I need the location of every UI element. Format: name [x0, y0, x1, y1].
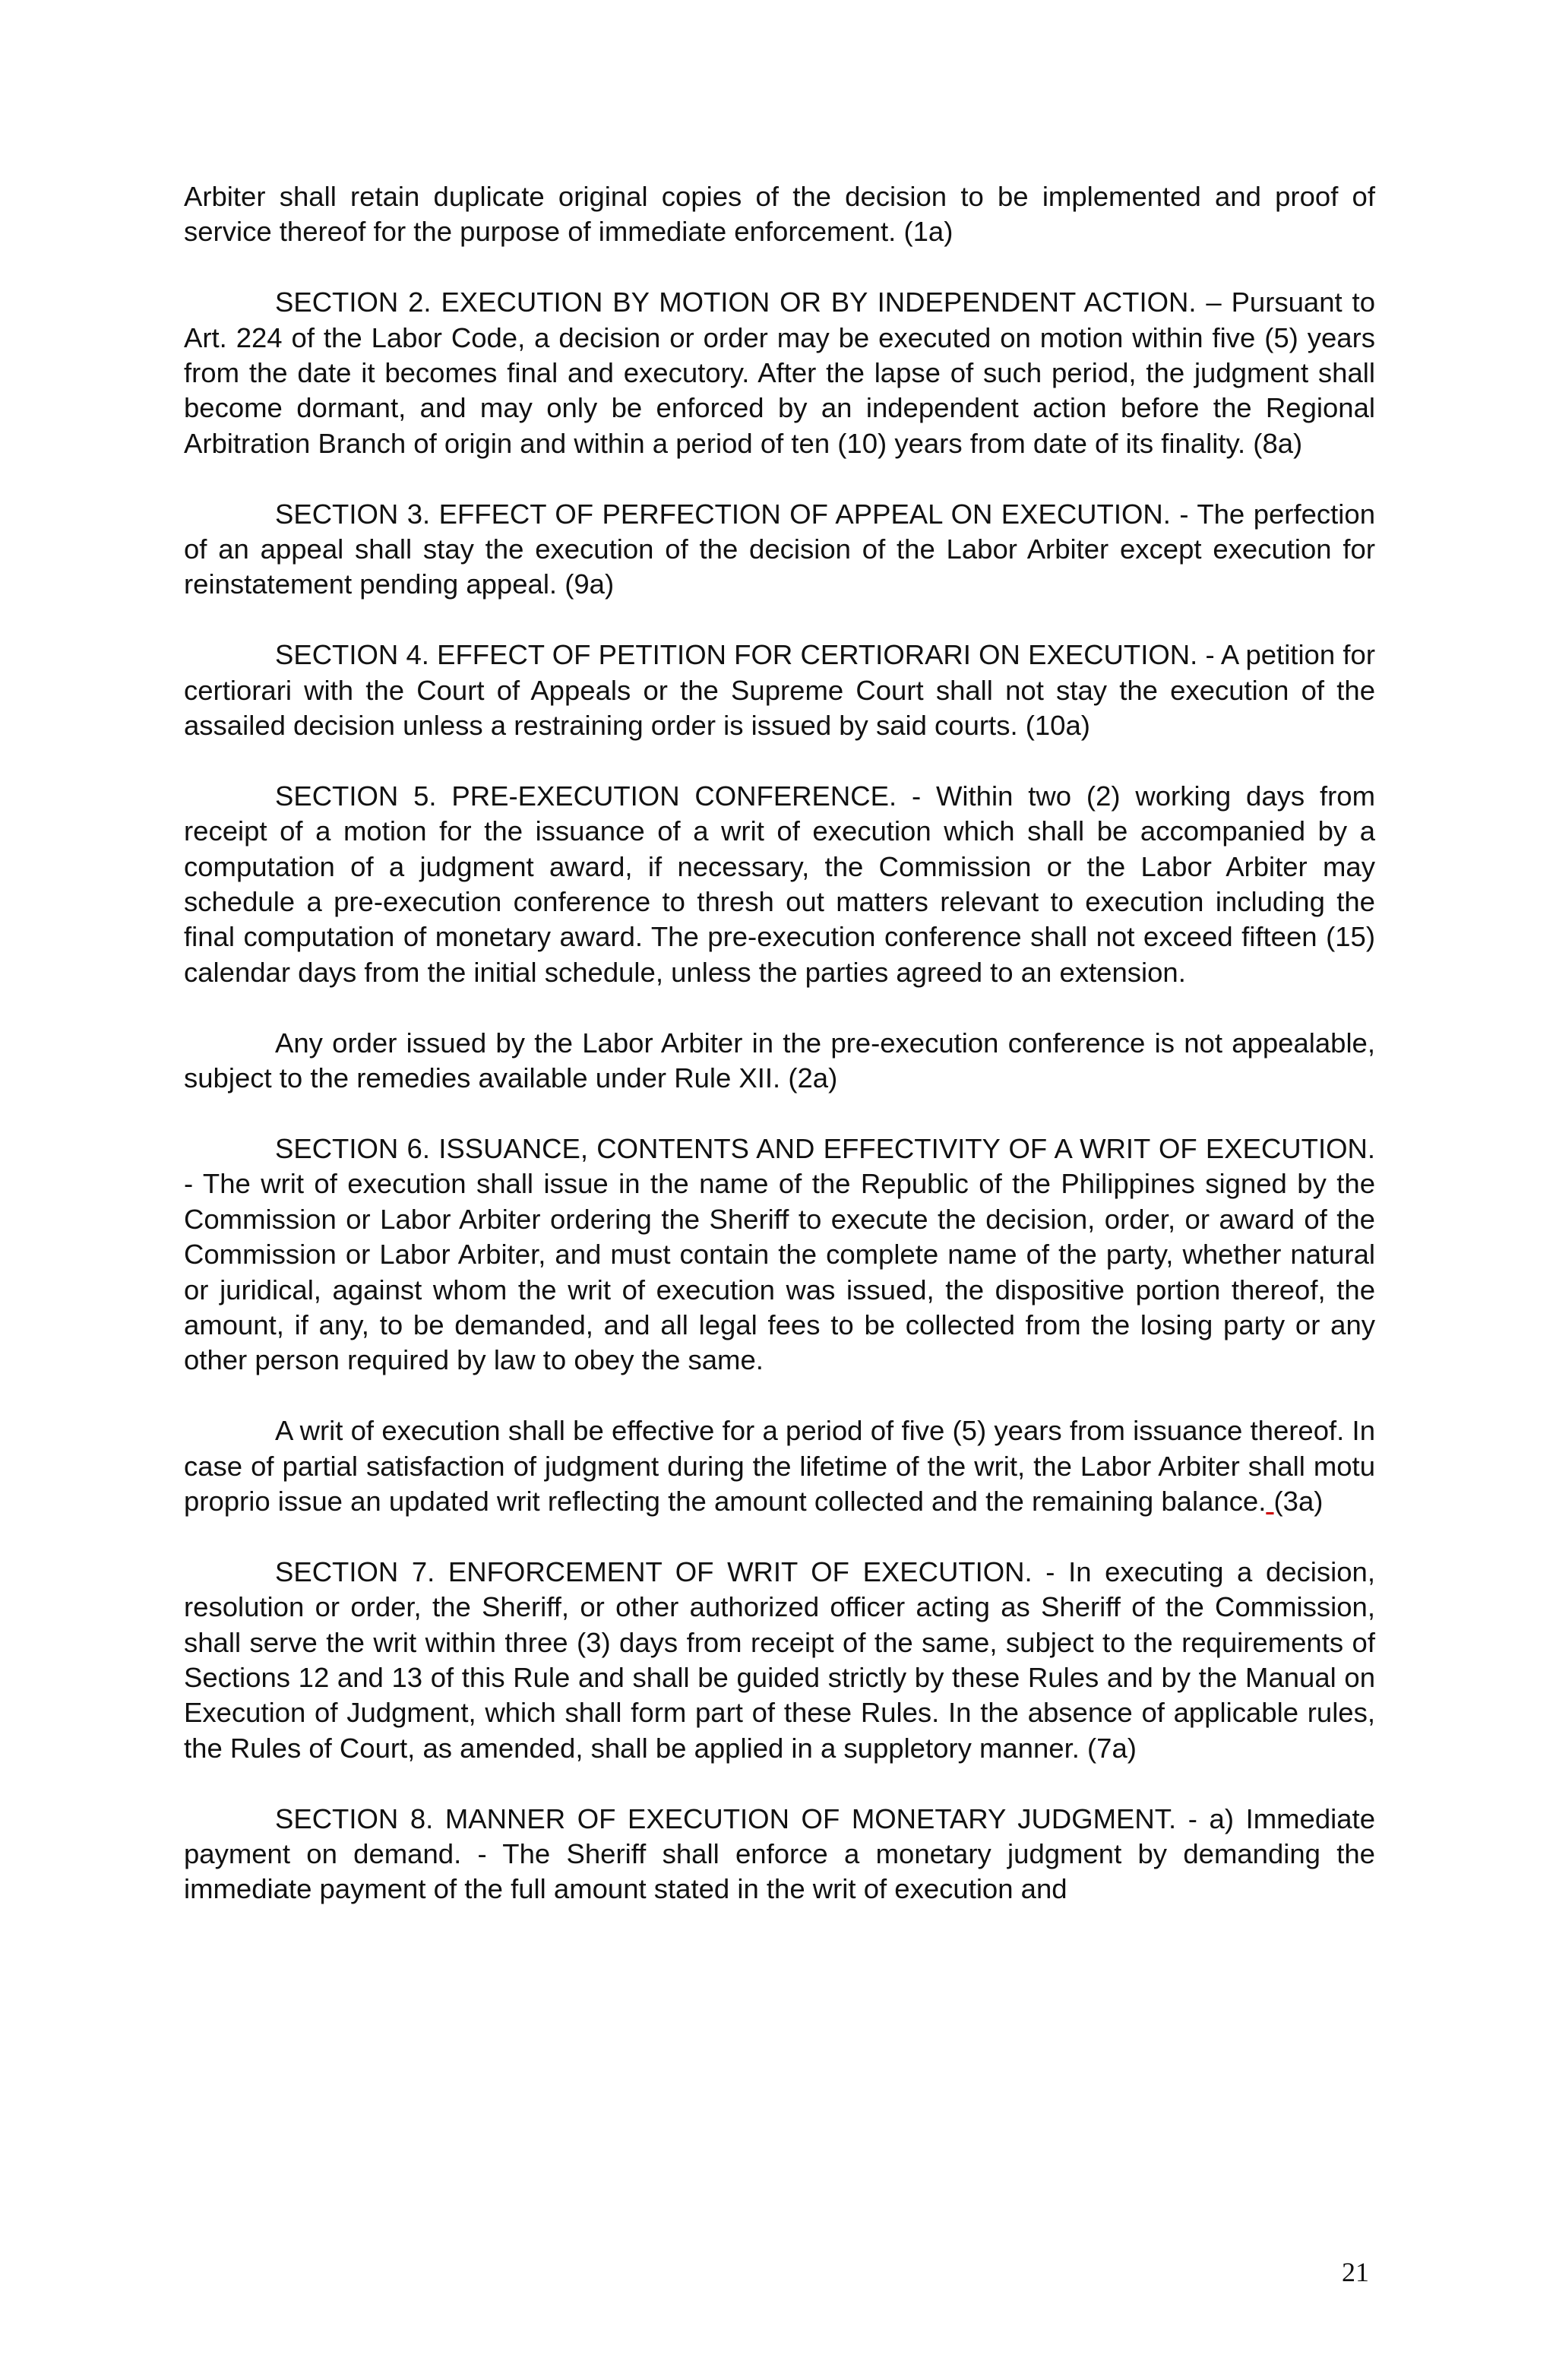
writ-effectivity-text: A writ of execution shall be effective for a period of five (5) years from issuance thereof. In case of partial satisfaction of judgment during the lifetime of the writ, the Labor Arbiter shall motu proprio issue an updated writ reflecting the amount collected and the remaining balance.: [184, 1415, 1375, 1517]
section-6-writ-effectivity-paragraph: [184, 1413, 1375, 1519]
tracked-change-mark: [1266, 1486, 1273, 1517]
page-body: [184, 179, 1375, 1942]
section-6-paragraph: SECTION 6. ISSUANCE, CONTENTS AND EFFECTIVITY OF A WRIT OF EXECUTION. - The writ of execution shall issue in the name of the Republic of the Philippines signed by the Commission or Labor Arbiter ordering the Sheriff to execute the decision, order, or award of the Commission or Labor Arbiter, and must contain the complete name of the party, whether natural or juridical, against whom the writ of execution was issued, the dispositive portion thereof, the amount, if any, to be demanded, and all legal fees to be collected from the losing party or any other person required by law to obey the same.: [184, 1132, 1375, 1376]
section-5-paragraph: SECTION 5. PRE-EXECUTION CONFERENCE. - Within two (2) working days from receipt of a motion for the issuance of a writ of execution which shall be accompanied by a computation of a judgment award, if necessary, the Commission or the Labor Arbiter may schedule a pre-execution conference to thresh out matters relevant to execution including the final computation of monetary award. The pre-execution conference shall not exceed fifteen (15) calendar days from the initial schedule, unless the parties agreed to an extension.: [184, 780, 1375, 988]
section-7-paragraph: SECTION 7. ENFORCEMENT OF WRIT OF EXECUTION. - In executing a decision, resolution or order, the Sheriff, or other authorized officer acting as Sheriff of the Commission, shall serve the writ within three (3) days from receipt of the same, subject to the requirements of Sections 12 and 13 of this Rule and shall be guided strictly by these Rules and by the Manual on Execution of Judgment, which shall form part of these Rules. In the absence of applicable rules, the Rules of Court, as amended, shall be applied in a suppletory manner. (7a): [184, 1556, 1375, 1764]
section-5-order-paragraph: Any order issued by the Labor Arbiter in the pre-execution conference is not appealable, subject to the remedies available under Rule XII. (2a): [184, 1027, 1375, 1094]
section-4-paragraph: SECTION 4. EFFECT OF PETITION FOR CERTIORARI ON EXECUTION. - A petition for certiorari with the Court of Appeals or the Supreme Court shall not stay the execution of the assailed decision unless a restraining order is issued by said courts. (10a): [184, 639, 1375, 742]
paragraph-continuation: Arbiter shall retain duplicate original copies of the decision to be implemented and proof of service thereof for the purpose of immediate enforcement. (1a): [184, 181, 1375, 248]
section-8-paragraph: SECTION 8. MANNER OF EXECUTION OF MONETARY JUDGMENT. - a) Immediate payment on demand. - The Sheriff shall enforce a monetary judgment by demanding the immediate payment of the full amount stated in the writ of execution and: [184, 1802, 1375, 1905]
section-2-paragraph: SECTION 2. EXECUTION BY MOTION OR BY INDEPENDENT ACTION. – Pursuant to Art. 224 of the Labor Code, a decision or order may be executed on motion within five (5) years from the date it becomes final and executory. After the lapse of such period, the judgment shall become dormant, and may only be enforced by an independent action before the Regional Arbitration Branch of origin and within a period of ten (10) years from date of its finality. (8a): [184, 286, 1375, 459]
section-3-paragraph: SECTION 3. EFFECT OF PERFECTION OF APPEAL ON EXECUTION. - The perfection of an appeal shall stay the execution of the decision of the Labor Arbiter except execution for reinstatement pending appeal. (9a): [184, 498, 1375, 600]
page-number: 21: [1342, 2257, 1369, 2287]
writ-effectivity-citation: (3a): [1273, 1485, 1324, 1517]
